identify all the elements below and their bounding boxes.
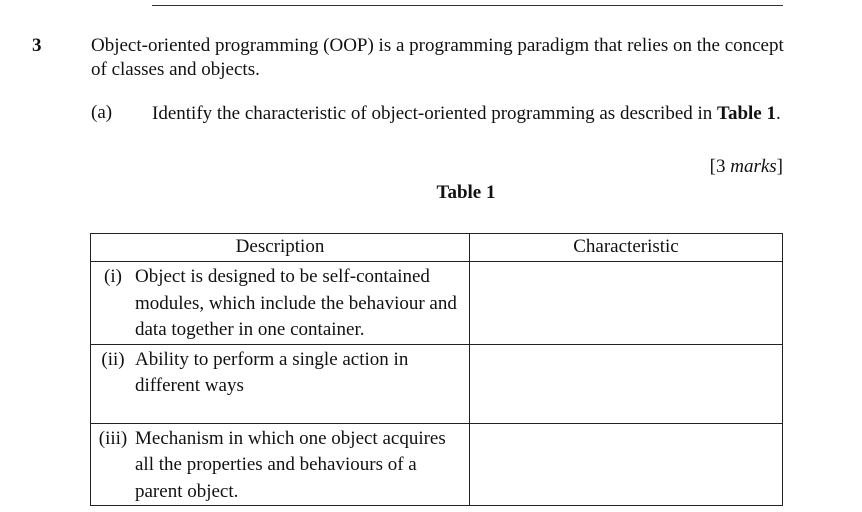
row-description: Ability to perform a single action in different ways [135,348,409,396]
row-number: (iii) [98,427,128,449]
header-characteristic: Characteristic [470,234,783,262]
top-divider [152,5,783,6]
part-instruction-end: . [776,103,781,124]
table-row [91,344,783,423]
part-instruction-text: Identify the characteristic of object-oriented programming as described in [152,103,718,124]
part-instruction [152,101,802,127]
table-caption: Table 1 [436,182,496,203]
characteristic-cell [470,262,783,345]
description-cell [91,423,470,506]
row-description: Object is designed to be self-contained modules, which include the behaviour and data together in one container. [135,266,457,340]
table-row [91,423,783,506]
part-label: (a) [91,102,113,123]
characteristic-cell [470,423,783,506]
table-row [91,262,783,345]
table-header-row [91,234,783,262]
row-description: Mechanism in which one object acquires all the properties and behaviours of a parent object. [135,427,446,502]
header-description: Description [91,234,470,262]
question-stem: Object-oriented programming (OOP) is a programming paradigm that relies on the concept of classes and objects. [91,35,784,80]
description-cell [91,262,470,345]
question-number: 3 [32,35,42,56]
marks-word: marks [730,156,777,177]
table-reference: Table 1 [717,103,776,124]
description-cell [91,344,470,423]
row-number: (i) [104,266,122,287]
row-number: (ii) [101,348,125,370]
marks-allocation: [3 marks] [709,156,783,177]
characteristic-cell [470,344,783,423]
oop-table [90,233,783,506]
